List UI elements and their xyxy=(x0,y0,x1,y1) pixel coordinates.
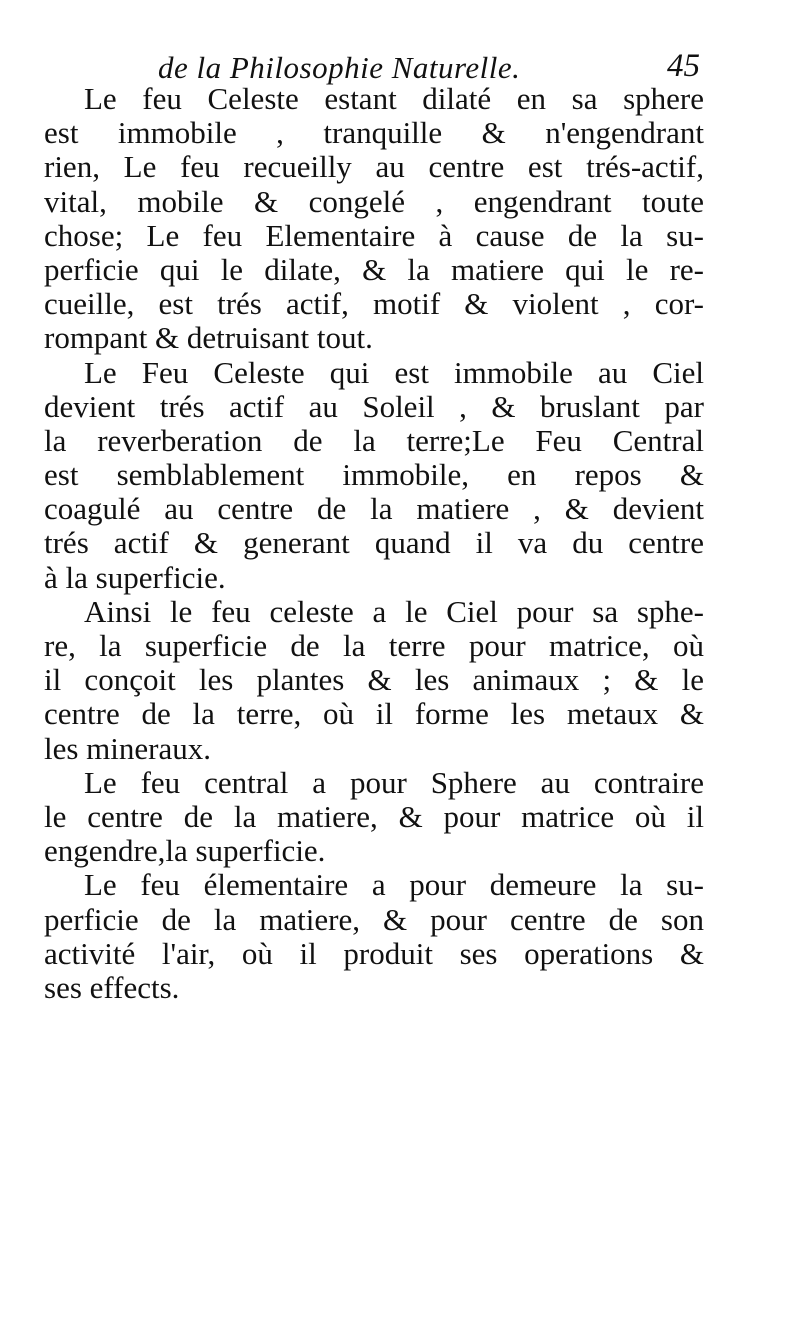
text-line: re, la superficie de la terre pour matrice, où xyxy=(44,628,704,663)
text-line: vital, mobile & congelé , engendrant toute xyxy=(44,183,704,219)
text-line: Le feu central a pour Sphere au contraire xyxy=(84,764,704,800)
text-line: chose; Le feu Elementaire à cause de la su- xyxy=(44,217,704,253)
text-line: est immobile , tranquille & n'engendrant xyxy=(44,115,704,151)
text-line: à la superficie. xyxy=(44,559,226,595)
text-line: la reverberation de la terre;Le Feu Central xyxy=(44,422,704,458)
text-line: centre de la terre, où il forme les metaux & xyxy=(44,696,704,732)
text-line: cueille, est trés actif, motif & violent , cor- xyxy=(44,286,704,322)
paragraph xyxy=(44,766,704,869)
text-line: perficie qui le dilate, & la matiere qui le re- xyxy=(44,251,704,287)
paragraph xyxy=(44,595,704,766)
text-line: les mineraux. xyxy=(44,730,212,766)
text-line: il conçoit les plantes & les animaux ; & le xyxy=(44,662,704,698)
text-line: rien, Le feu recueilly au centre est trés-actif, xyxy=(44,149,704,185)
text-line: coagulé au centre de la matiere , & devient xyxy=(44,491,704,527)
text-line: activité l'air, où il produit ses operations & xyxy=(44,935,704,971)
paragraph xyxy=(44,868,704,1005)
text-line: est semblablement immobile, en repos & xyxy=(44,457,704,493)
page-number: 45 xyxy=(667,48,700,84)
body-text xyxy=(44,82,704,1005)
paragraph xyxy=(44,82,704,356)
text-line: Ainsi le feu celeste a le Ciel pour sa sphe- xyxy=(84,593,704,629)
running-title: de la Philosophie Naturelle. xyxy=(158,50,521,85)
text-line: ses effects. xyxy=(44,969,180,1005)
text-line: perficie de la matiere, & pour centre de son xyxy=(44,901,704,937)
text-line: devient trés actif au Soleil , & bruslant par xyxy=(44,388,704,424)
text-line: Le feu Celeste estant dilaté en sa sphere xyxy=(84,81,704,116)
text-line: trés actif & generant quand il va du centre xyxy=(44,525,704,561)
text-line: le centre de la matiere, & pour matrice où il xyxy=(44,798,704,834)
paragraph xyxy=(44,356,704,595)
text-line: Le feu élementaire a pour demeure la su- xyxy=(84,867,704,903)
text-line: rompant & detruisant tout. xyxy=(44,320,373,356)
text-line: engendre,la superficie. xyxy=(44,833,326,869)
text-line: Le Feu Celeste qui est immobile au Ciel xyxy=(84,354,704,390)
